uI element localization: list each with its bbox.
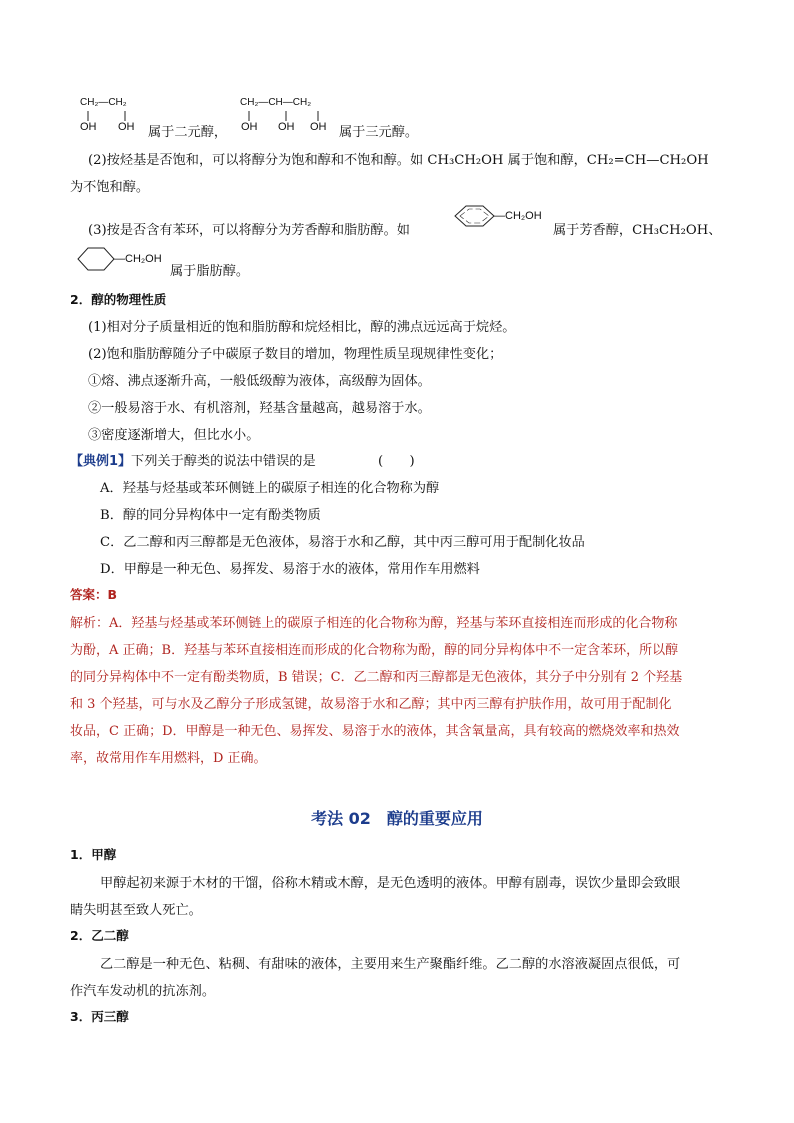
option-d: D．甲醇是一种无色、易挥发、易溶于水的液体，常用作车用燃料	[100, 562, 480, 577]
glycerol-oh-1: OH	[241, 121, 258, 133]
ethylene-glycol-chain: CH₂—CH₂	[80, 97, 127, 108]
option-b: B．醇的同分异构体中一定有酚类物质	[100, 508, 321, 523]
cyclohexylmethyl-group: —CH₂OH	[114, 253, 162, 265]
analysis-line: 为酚，A 正确；B．羟基与苯环直接相连而形成的化合物称为酚，醇的同分异构体中不一定含苯环，所以醇	[70, 643, 679, 658]
analysis-line: 和 3 个羟基，可与水及乙醇分子形成氢键，故易溶于水和乙醇；其中丙三醇有护肤作用，故可用于配制化	[70, 697, 672, 712]
method-title: 考法 02 醇的重要应用	[311, 809, 483, 828]
ethylene-glycol-oh-2: OH	[118, 121, 135, 133]
saturation-classification: (2)按烃基是否饱和，可以将醇分为饱和醇和不饱和醇。如 CH₃CH₂OH 属于饱和醇，CH₂=CH—CH₂OH	[88, 153, 709, 168]
aromatic-classification: (3)按是否含有苯环，可以将醇分为芳香醇和脂肪醇。如	[88, 223, 410, 238]
physical-property-item: ①熔、沸点逐渐升高，一般低级醇为液体，高级醇为固体。	[88, 374, 431, 389]
cyclohexane-ring-icon	[0, 0, 1, 1]
ethylene-glycol-text: 乙二醇是一种无色、粘稠、有甜味的液体，主要用来生产聚酯纤维。乙二醇的水溶液凝固点很低，可	[100, 957, 681, 972]
ethylene-glycol-text-cont: 作汽车发动机的抗冻剂。	[70, 984, 216, 999]
section-heading-methanol: 1．甲醇	[70, 847, 117, 862]
methanol-text: 甲醇起初来源于木材的干馏，俗称木精或木醇，是无色透明的液体。甲醇有剧毒，误饮少量即会致眼	[100, 876, 681, 891]
glycerol-chain: CH₂—CH—CH₂	[240, 97, 312, 108]
diol-label: 属于二元醇，	[148, 125, 228, 140]
aromatic-alcohol-label: 属于芳香醇，CH₃CH₂OH、	[553, 223, 722, 238]
option-c: C．乙二醇和丙三醇都是无色液体，易溶于水和乙醇，其中丙三醇可用于配制化妆品	[100, 535, 585, 550]
physical-property-item: (2)饱和脂肪醇随分子中碳原子数目的增加，物理性质呈现规律性变化；	[88, 347, 503, 362]
example-question	[70, 450, 316, 469]
answer: 答案：B	[70, 587, 118, 602]
example-tag: 【典例1】	[70, 454, 132, 469]
aliphatic-alcohol-label: 属于脂肪醇。	[170, 264, 250, 279]
analysis-line: 解析：A．羟基与烃基或苯环侧链上的碳原子相连的化合物称为醇，羟基与苯环直接相连而形成的化合物称	[70, 616, 678, 631]
analysis-line: 率，故常用作车用燃料，D 正确。	[70, 751, 267, 766]
physical-property-item: ③密度逐渐增大，但比水小。	[88, 428, 260, 443]
section-heading-physical-properties: 2．醇的物理性质	[70, 292, 167, 307]
physical-property-item: ②一般易溶于水、有机溶剂，羟基含量越高，越易溶于水。	[88, 401, 431, 416]
saturation-classification-cont: 为不饱和醇。	[70, 180, 150, 195]
glycerol-oh-2: OH	[278, 121, 295, 133]
glycerol-oh-3: OH	[310, 121, 327, 133]
answer-blank: ( )	[378, 454, 415, 469]
benzyl-group: —CH₂OH	[494, 210, 542, 222]
analysis-line: 的同分异构体中不一定有酚类物质，B 错误；C．乙二醇和丙三醇都是无色液体，其分子中分别有 2 个羟基	[70, 670, 683, 685]
methanol-text-cont: 睛失明甚至致人死亡。	[70, 903, 202, 918]
example-question-text: 下列关于醇类的说法中错误的是	[131, 454, 316, 469]
physical-property-item: (1)相对分子质量相近的饱和脂肪醇和烷烃相比，醇的沸点远远高于烷烃。	[88, 320, 516, 335]
section-heading-glycerol: 3．丙三醇	[70, 1009, 129, 1024]
analysis-line: 妆品，C 正确；D．甲醇是一种无色、易挥发、易溶于水的液体，其含氧量高，具有较高的燃烧效率和热效	[70, 724, 680, 739]
section-heading-ethylene-glycol: 2．乙二醇	[70, 928, 129, 943]
option-a: A．羟基与烃基或苯环侧链上的碳原子相连的化合物称为醇	[100, 481, 440, 496]
triol-label: 属于三元醇。	[339, 125, 419, 140]
ethylene-glycol-oh-1: OH	[80, 121, 97, 133]
